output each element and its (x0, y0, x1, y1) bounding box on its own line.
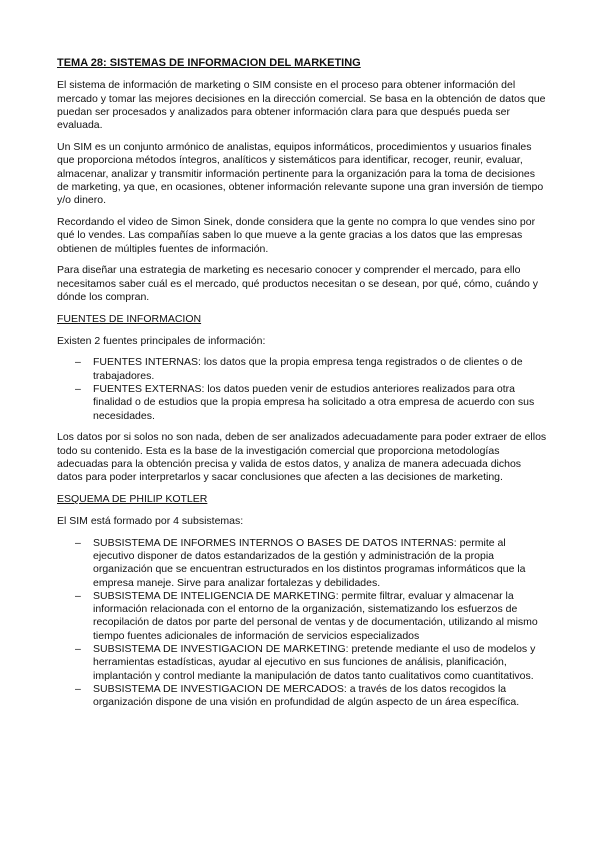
fuentes-list (57, 356, 547, 422)
list-item (57, 383, 547, 423)
dash-bullet: – (75, 642, 81, 655)
list-item-text: SUBSISTEMA DE INTELIGENCIA DE MARKETING: permite filtrar, evaluar y almacenar la información relacionada con el entorno de la organización, sistematizando los esfuerzos de recopilación de datos por parte del personal de ventas y de documentación, utilizando al mismo tiempo fuentes adicionales de información de servicios especializados (93, 589, 538, 642)
list-item-text: FUENTES EXTERNAS: los datos pueden venir de estudios anteriores realizados para otra finalidad o de estudios que la propia empresa ha solicitado a otra empresa de acuerdo con sus necesidades. (93, 382, 535, 422)
dash-bullet: – (75, 382, 81, 395)
dash-bullet: – (75, 356, 81, 369)
fuentes-intro: Existen 2 fuentes principales de información: (57, 334, 266, 347)
esquema-intro: El SIM está formado por 4 subsistemas: (57, 514, 244, 527)
section-heading-fuentes: FUENTES DE INFORMACION (57, 312, 202, 325)
list-item-text: FUENTES INTERNAS: los datos que la propia empresa tenga registrados o de clientes o de trabajadores. (93, 356, 523, 382)
dash-bullet: – (75, 536, 81, 549)
list-item (57, 537, 547, 590)
list-item (57, 683, 547, 710)
intro-paragraph: Un SIM es un conjunto armónico de analistas, equipos informáticos, procedimientos y usuarios finales que proporciona métodos íntegros, analíticos y sistemáticos para identificar, recoger, reunir, evaluar, almacenar, analizar y transmitir información pertinente para la organización para la toma de decisiones de marketing, ya que, en ocasiones, obtener información relevante supone una gran inversión de tiempo y/o dinero. (57, 140, 544, 207)
list-item (57, 643, 547, 683)
intro-paragraph: Para diseñar una estrategia de marketing es necesario conocer y comprender el mercado, para ello necesitamos saber cuál es el mercado, qué productos necesitan o se desean, por qué, cómo, cuándo y dónde los compran. (57, 264, 538, 303)
esquema-list (57, 537, 547, 710)
fuentes-after-paragraph: Los datos por si solos no son nada, deben de ser analizados adecuadamente para poder extraer de ellos todo su contenido. Esta es la base de la investigación comercial que proporciona metodologías adecuadas para la obtención precisa y valida de estos datos, y analiza de manera adecuada dichos datos para poder interpretarlos y sacar conclusiones que afecten a las decisiones de marketing. (57, 431, 547, 484)
document-page (57, 57, 547, 718)
intro-paragraph: El sistema de información de marketing o SIM consiste en el proceso para obtener información del mercado y tomar las mejores decisiones en la dirección comercial. Se basa en la obtención de datos que puedan ser procesados y analizados para obtener información clara para que después pueda ser evaluada. (57, 79, 546, 132)
list-item-text: SUBSISTEMA DE INVESTIGACION DE MARKETING: pretende mediante el uso de modelos y herramientas estadísticas, ayudar al ejecutivo en sus funciones de análisis, planificación, implantación y control mediante la manipulación de datos tanto cualitativos como cuantitativos. (93, 642, 536, 682)
section-heading-esquema: ESQUEMA DE PHILIP KOTLER (57, 493, 208, 506)
dash-bullet: – (75, 589, 81, 602)
list-item (57, 356, 547, 383)
page-title: TEMA 28: SISTEMAS DE INFORMACION DEL MARKETING (57, 57, 361, 69)
list-item-text: SUBSISTEMA DE INVESTIGACION DE MERCADOS: a través de los datos recogidos la organización dispone de una visión en profundidad de algún aspecto de un área específica. (93, 682, 520, 709)
list-item (57, 590, 547, 643)
intro-paragraph: Recordando el video de Simon Sinek, donde considera que la gente no compra lo que vendes sino por qué lo vendes. Las compañías saben lo que mueve a la gente gracias a los datos que las empresas obtienen de múltiples fuentes de información. (57, 215, 536, 255)
dash-bullet: – (75, 682, 81, 695)
list-item-text: SUBSISTEMA DE INFORMES INTERNOS O BASES DE DATOS INTERNAS: permite al ejecutivo disponer de datos estandarizados de la gestión y administración de la propia organización que se encuentran estructurados en los distintos programas informáticos que la empresa maneje. Sirve para analizar fortalezas y debilidades. (93, 536, 526, 589)
